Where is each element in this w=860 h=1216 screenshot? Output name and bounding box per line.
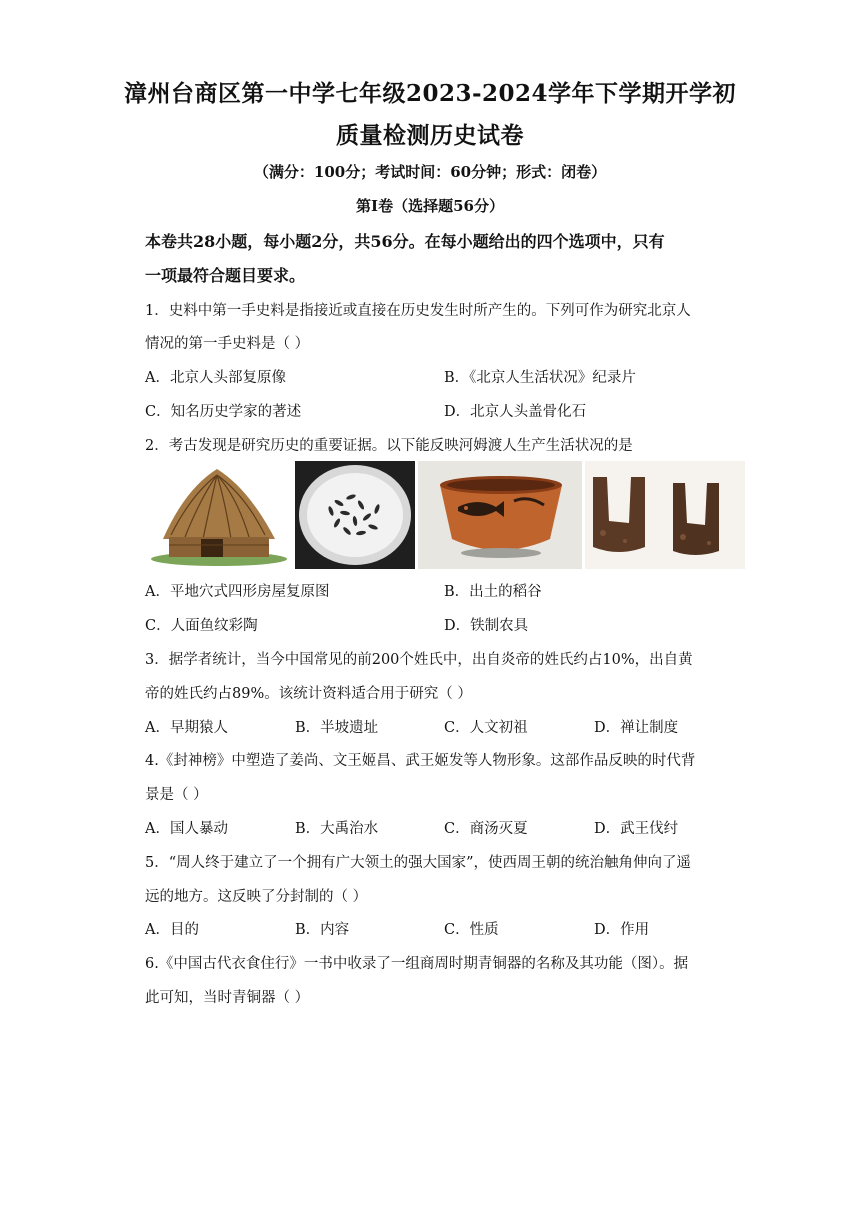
question-3-stem-line1: 3．据学者统计，当今中国常见的前200个姓氏中，出自炎帝的姓氏约占10%，出自黄	[145, 652, 693, 668]
question-5-option-a[interactable]: A．目的	[145, 922, 199, 938]
instructions-line1: 本卷共28小题，每小题2分，共56分。在每小题给出的四个选项中，只有	[145, 232, 665, 251]
rice-grains-image	[295, 461, 414, 569]
question-4-option-c[interactable]: C．商汤灭夏	[444, 821, 528, 837]
question-6-stem-line2: 此可知，当时青铜器（ ）	[145, 990, 310, 1006]
question-3-option-d[interactable]: D．禅让制度	[594, 720, 679, 736]
iron-tools-image	[585, 461, 745, 569]
question-4-option-b[interactable]: B．大禹治水	[295, 821, 379, 837]
question-3-option-a[interactable]: A．早期猿人	[145, 720, 228, 736]
question-5-option-c[interactable]: C．性质	[444, 922, 499, 938]
question-1-option-a[interactable]: A．北京人头部复原像	[145, 370, 286, 386]
question-4-option-d[interactable]: D．武王伐纣	[594, 821, 679, 837]
question-5-option-b[interactable]: B．内容	[295, 922, 350, 938]
question-3-option-b[interactable]: B．半坡遗址	[295, 720, 379, 736]
question-5-option-d[interactable]: D．作用	[594, 922, 650, 938]
exam-title-line2: 质量检测历史试卷	[336, 122, 524, 149]
question-4-stem-line1: 4.《封神榜》中塑造了姜尚、文王姬昌、武王姬发等人物形象。这部作品反映的时代背	[145, 753, 696, 769]
question-2-image-strip	[145, 461, 745, 569]
question-2-stem-line1: 2．考古发现是研究历史的重要证据。以下能反映河姆渡人生产生活状况的是	[145, 438, 633, 454]
question-1-stem-line1: 1．史料中第一手史料是指接近或直接在历史发生时所产生的。下列可作为研究北京人	[145, 303, 691, 319]
question-1-option-b[interactable]: B．《北京人生活状况》纪录片	[444, 370, 636, 386]
exam-title-line1: 漳州台商区第一中学七年级2023-2024学年下学期开学初	[123, 80, 737, 107]
question-2-option-d[interactable]: D．铁制农具	[444, 618, 529, 634]
hut-image	[145, 461, 292, 569]
question-4-stem-line2: 景是（ ）	[145, 787, 208, 803]
question-3-option-c[interactable]: C．人文初祖	[444, 720, 528, 736]
question-5-stem-line2: 远的地方。这反映了分封制的（ ）	[145, 889, 368, 905]
question-2-option-c[interactable]: C．人面鱼纹彩陶	[145, 618, 258, 634]
section-title: 第Ⅰ卷（选择题56分）	[356, 197, 504, 215]
question-4-option-a[interactable]: A．国人暴动	[145, 821, 228, 837]
question-5-stem-line1: 5．“周人终于建立了一个拥有广大领土的强大国家”，使西周王朝的统治触角伸向了遥	[145, 855, 692, 871]
question-2-option-b[interactable]: B．出土的稻谷	[444, 584, 542, 600]
exam-meta: （满分：100分；考试时间：60分钟；形式：闭卷）	[253, 163, 607, 181]
question-6-stem-line1: 6.《中国古代衣食住行》一书中收录了一组商周时期青铜器的名称及其功能（图）。据	[145, 956, 689, 972]
question-1-option-d[interactable]: D．北京人头盖骨化石	[444, 404, 587, 420]
instructions-line2: 一项最符合题目要求。	[145, 266, 306, 285]
pottery-image	[418, 461, 582, 569]
question-2-option-a[interactable]: A．平地穴式四形房屋复原图	[145, 584, 330, 600]
question-1-option-c[interactable]: C．知名历史学家的著述	[145, 404, 302, 420]
question-3-stem-line2: 帝的姓氏约占89%。该统计资料适合用于研究（ ）	[145, 686, 472, 702]
question-1-stem-line2: 情况的第一手史料是（ ）	[145, 336, 310, 352]
